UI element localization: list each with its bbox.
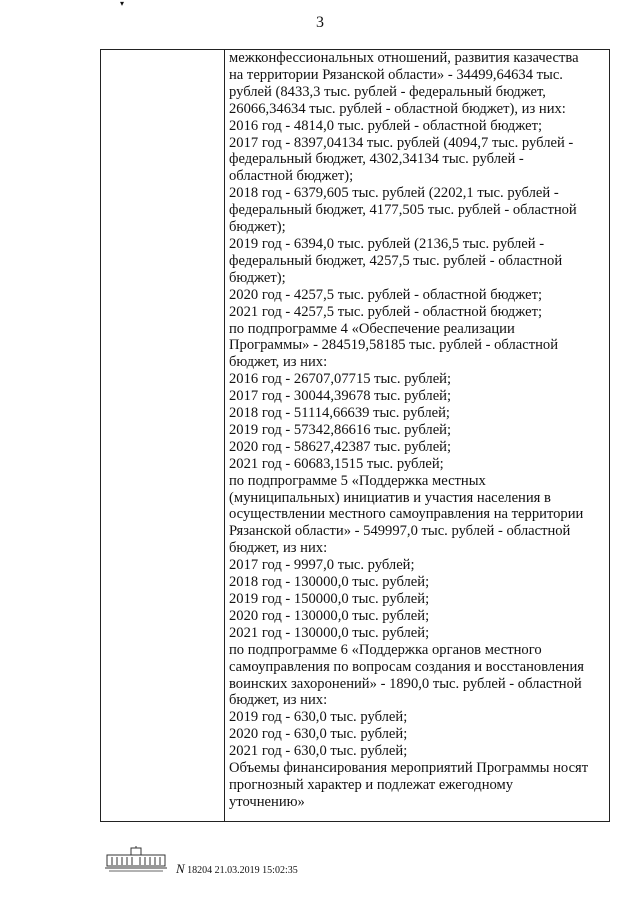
text-line: 2016 год - 26707,07715 тыс. рублей;	[229, 371, 452, 388]
text-line: (муниципальных) инициатив и участия населения в	[229, 489, 551, 506]
text-line: 2018 год - 130000,0 тыс. рублей;	[229, 574, 430, 591]
text-line: 2019 год - 630,0 тыс. рублей;	[229, 709, 408, 726]
text-line: бюджет);	[229, 219, 286, 236]
text-line: 2017 год - 30044,39678 тыс. рублей;	[229, 388, 452, 405]
text-line: 2017 год - 8397,04134 тыс. рублей (4094,7 тыс. рублей -	[229, 134, 574, 151]
text-line: бюджет, из них:	[229, 354, 328, 371]
text-line: 2018 год - 51114,66639 тыс. рублей;	[229, 405, 450, 422]
page-number: 3	[316, 14, 324, 31]
text-line: Рязанской области» - 549997,0 тыс. рублей - областной	[229, 523, 571, 540]
text-line: 2021 год - 60683,1515 тыс. рублей;	[229, 455, 444, 472]
table-text-cell	[229, 50, 605, 811]
text-line: по подпрограмме 5 «Поддержка местных	[229, 472, 486, 489]
text-line: федеральный бюджет, 4302,34134 тыс. рублей -	[229, 151, 524, 168]
text-line: осуществлении местного самоуправления на территории	[229, 506, 584, 523]
text-line: рублей (8433,3 тыс. рублей - федеральный бюджет,	[229, 83, 546, 100]
building-seal-icon	[105, 846, 167, 872]
text-line: 26066,34634 тыс. рублей - областной бюджет), из них:	[229, 100, 566, 117]
text-line: бюджет, из них:	[229, 540, 328, 557]
corner-tick-mark: ▾	[120, 0, 125, 8]
stamp-number: 18204	[187, 865, 213, 876]
column-divider	[224, 50, 225, 821]
text-line: 2021 год - 4257,5 тыс. рублей - областной бюджет;	[229, 303, 543, 320]
text-line: 2020 год - 630,0 тыс. рублей;	[229, 726, 408, 743]
text-line: 2020 год - 58627,42387 тыс. рублей;	[229, 438, 452, 455]
text-line: 2018 год - 6379,605 тыс. рублей (2202,1 тыс. рублей -	[229, 185, 559, 202]
text-line: 2016 год - 4814,0 тыс. рублей - областной бюджет;	[229, 117, 543, 134]
text-line: 2019 год - 6394,0 тыс. рублей (2136,5 тыс. рублей -	[229, 235, 545, 252]
text-line: 2021 год - 130000,0 тыс. рублей;	[229, 624, 430, 641]
text-line: 2019 год - 57342,86616 тыс. рублей;	[229, 421, 452, 438]
text-line: 2021 год - 630,0 тыс. рублей;	[229, 743, 408, 760]
text-line: Программы» - 284519,58185 тыс. рублей - областной	[229, 337, 559, 354]
text-line: межконфессиональных отношений, развития казачества	[229, 50, 579, 66]
text-line: прогнозный характер и подлежат ежегодному	[229, 776, 514, 793]
text-line: самоуправления по вопросам создания и восстановления	[229, 658, 585, 675]
stamp-mark: N	[176, 861, 185, 876]
text-line: уточнению»	[229, 793, 305, 810]
document-table	[100, 49, 610, 822]
document-registration-stamp	[176, 861, 298, 877]
text-line: бюджет);	[229, 269, 286, 286]
text-line: бюджет, из них:	[229, 692, 328, 709]
text-line: Объемы финансирования мероприятий Программы носят	[229, 760, 589, 777]
text-line: федеральный бюджет, 4177,505 тыс. рублей - областной	[229, 202, 577, 219]
text-line: 2020 год - 4257,5 тыс. рублей - областной бюджет;	[229, 286, 543, 303]
text-line: по подпрограмме 6 «Поддержка органов местного	[229, 641, 542, 658]
text-line: федеральный бюджет, 4257,5 тыс. рублей - областной	[229, 252, 563, 269]
text-line: по подпрограмме 4 «Обеспечение реализации	[229, 320, 515, 337]
text-line: на территории Рязанской области» - 34499,64634 тыс.	[229, 66, 563, 83]
text-line: 2020 год - 130000,0 тыс. рублей;	[229, 607, 430, 624]
text-line: областной бюджет);	[229, 168, 354, 185]
text-line: воинских захоронений» - 1890,0 тыс. рублей - областной	[229, 675, 582, 692]
stamp-datetime: 21.03.2019 15:02:35	[214, 865, 298, 876]
text-line: 2017 год - 9997,0 тыс. рублей;	[229, 557, 415, 574]
text-line: 2019 год - 150000,0 тыс. рублей;	[229, 591, 430, 607]
